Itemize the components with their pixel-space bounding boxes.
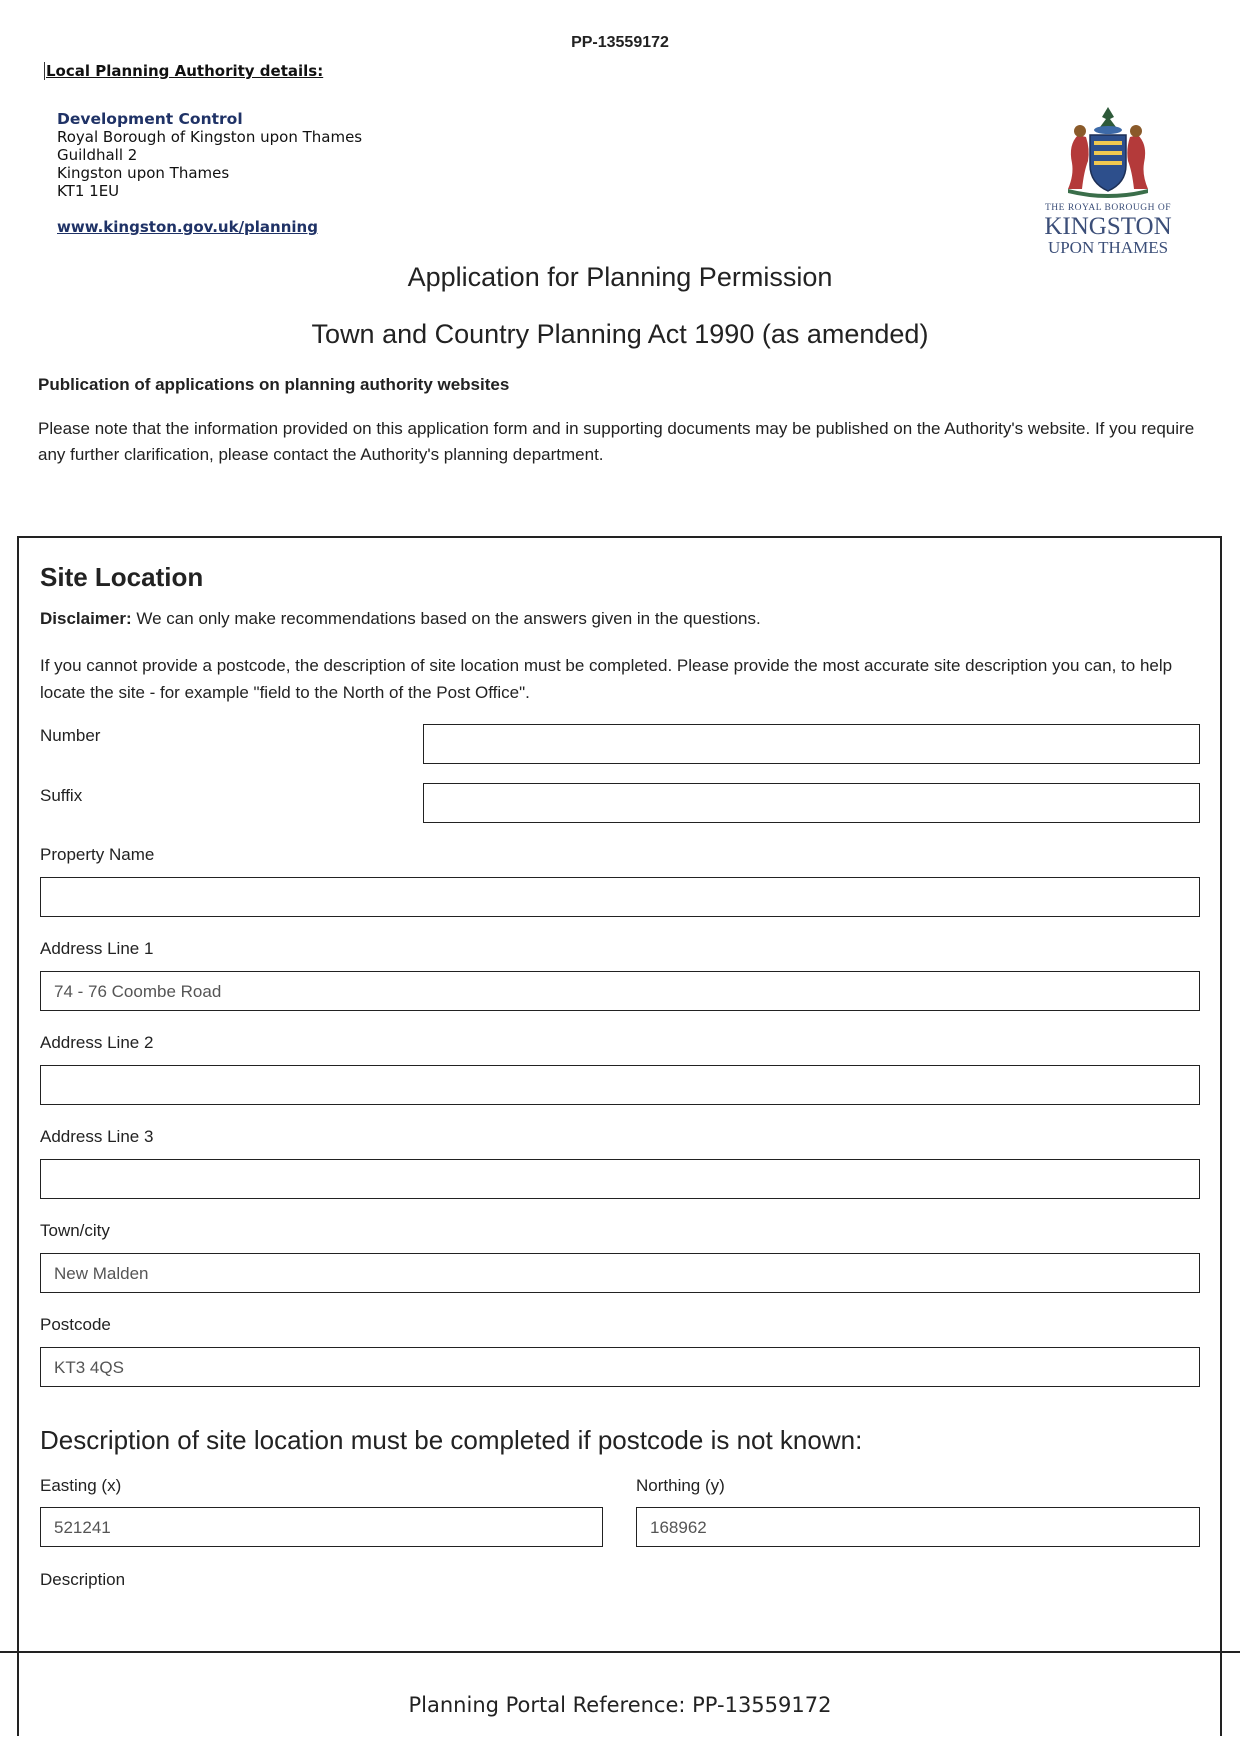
postcode-label: Postcode (40, 1315, 111, 1334)
suffix-label: Suffix (40, 786, 83, 805)
postcode-field[interactable]: KT3 4QS (40, 1347, 1200, 1387)
logo-text-line3: UPON THAMES (1047, 238, 1169, 257)
publication-notice: Please note that the information provided on this application form and in supporting documents may be published on the Authority's website. If you require any further clarification, please contact the Authority's planning department. (38, 419, 1195, 464)
lpa-website-link[interactable]: www.kingston.gov.uk/planning (57, 218, 318, 236)
page-title: Application for Planning Permission (407, 262, 833, 292)
address-line-2-field[interactable] (40, 1065, 1200, 1105)
coat-of-arms-icon (1038, 105, 1178, 200)
publication-heading: Publication of applications on planning authority websites (38, 375, 510, 394)
section-title: Site Location (40, 562, 204, 592)
property-name-field[interactable] (40, 877, 1200, 917)
easting-label: Easting (x) (40, 1476, 122, 1495)
reference-number: PP-13559172 (571, 34, 669, 51)
lpa-address-line: KT1 1EU (57, 182, 120, 200)
number-field[interactable] (423, 724, 1200, 764)
disclaimer-label: Disclaimer: (40, 609, 132, 628)
address-line-3-field[interactable] (40, 1159, 1200, 1199)
description-heading: Description of site location must be completed if postcode is not known: (40, 1425, 863, 1455)
footer-reference: Planning Portal Reference: PP-13559172 (408, 1693, 832, 1717)
address-line-3-label: Address Line 3 (40, 1127, 154, 1146)
lpa-address-line: Guildhall 2 (57, 146, 138, 164)
town-city-label: Town/city (40, 1221, 110, 1240)
site-location-section (17, 536, 1222, 1736)
number-label: Number (40, 726, 101, 745)
disclaimer-text: We can only make recommendations based on the answers given in the questions. (131, 609, 761, 628)
lpa-heading: Local Planning Authority details: (46, 62, 324, 80)
logo-text-line1: THE ROYAL BOROUGH OF (1044, 203, 1172, 213)
property-name-label: Property Name (40, 845, 155, 864)
address-line-2-label: Address Line 2 (40, 1033, 154, 1052)
lpa-address-line: Royal Borough of Kingston upon Thames (57, 128, 363, 146)
town-city-field[interactable]: New Malden (40, 1253, 1200, 1293)
description-label: Description (40, 1570, 126, 1589)
lpa-details (57, 110, 362, 236)
logo-text-line2: KINGSTON (1044, 213, 1172, 240)
footer-divider (0, 1651, 1240, 1653)
easting-field[interactable]: 521241 (40, 1507, 603, 1547)
lpa-address-line: Kingston upon Thames (57, 164, 230, 182)
northing-label: Northing (y) (636, 1476, 725, 1495)
site-location-help: If you cannot provide a postcode, the description of site location must be completed. Please provide the most accurate site description you can, to help locate the site - for example "field to the North of the Post Office". (40, 656, 1173, 702)
council-logo (1038, 105, 1178, 255)
address-line-1-label: Address Line 1 (40, 939, 154, 958)
suffix-field[interactable] (423, 783, 1200, 823)
northing-field[interactable]: 168962 (636, 1507, 1200, 1547)
lpa-department: Development Control (57, 110, 243, 128)
act-subtitle: Town and Country Planning Act 1990 (as amended) (311, 319, 929, 349)
address-line-1-field[interactable]: 74 - 76 Coombe Road (40, 971, 1200, 1011)
disclaimer (40, 609, 761, 629)
